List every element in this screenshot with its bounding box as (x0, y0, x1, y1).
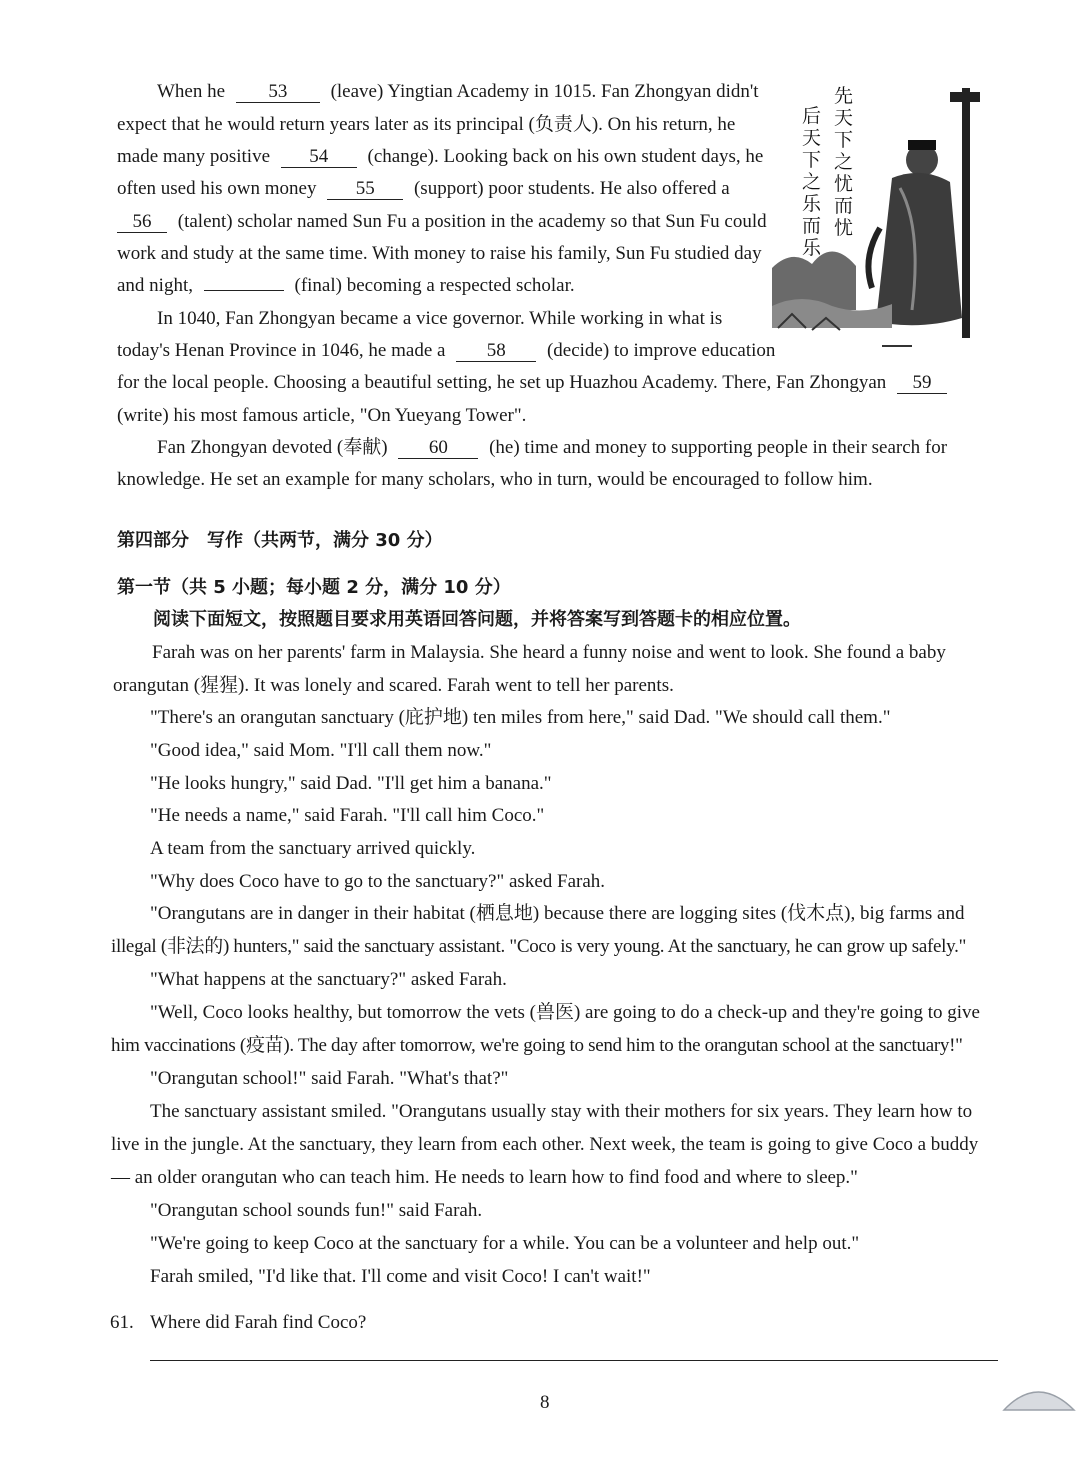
story-line: "He looks hungry," said Dad. "I'll get him a banana." (150, 773, 552, 794)
blank-60[interactable]: 60 (398, 438, 478, 459)
story-line: orangutan (猩猩). It was lonely and scared. Farah went to tell her parents. (113, 675, 674, 696)
text-segment: (leave) Yingtian Academy in 1015. Fan Zhongyan didn't (330, 81, 759, 102)
story-line: Farah smiled, "I'd like that. I'll come and visit Coco! I can't wait!" (150, 1266, 651, 1287)
story-line: "There's an orangutan sanctuary (庇护地) ten miles from here," said Dad. "We should call them." (150, 707, 891, 728)
story-line: "Orangutan school sounds fun!" said Farah. (150, 1200, 483, 1221)
page-curl-icon (1000, 1380, 1076, 1420)
question-text: Where did Farah find Coco? (150, 1312, 367, 1333)
blank-58[interactable]: 58 (456, 341, 536, 362)
story-line: "He needs a name," said Farah. "I'll call him Coco." (150, 805, 545, 826)
passage-line: knowledge. He set an example for many scholars, who in turn, would be encouraged to follow him. (117, 469, 873, 490)
passage-line (157, 436, 947, 460)
story-line: him vaccinations (疫苗). The day after tomorrow, we're going to send him to the orangutan school at the sanctuary!" (111, 1035, 963, 1056)
passage-line: In 1040, Fan Zhongyan became a vice governor. While working in what is (157, 308, 723, 329)
text-segment: (decide) to improve education (546, 340, 776, 361)
story-line: illegal (非法的) hunters," said the sanctuary assistant. "Coco is very young. At the sanctuary, he can grow up safely." (111, 936, 967, 957)
instruction: 阅读下面短文，按照题目要求用英语回答问题，并将答案写到答题卡的相应位置。 (153, 609, 801, 630)
blank-54[interactable]: 54 (281, 147, 357, 168)
fan-zhongyan-illustration (772, 78, 990, 360)
story-line: live in the jungle. At the sanctuary, they learn from each other. Next week, the team is going to give Coco a buddy (111, 1134, 979, 1155)
story-line: "Orangutan school!" said Farah. "What's that?" (150, 1068, 509, 1089)
question-number: 61. (110, 1312, 134, 1333)
passage-line (117, 371, 947, 395)
passage-line (157, 80, 759, 104)
story-line: "We're going to keep Coco at the sanctuary for a while. You can be a volunteer and help out." (150, 1233, 860, 1254)
story-line: "Why does Coco have to go to the sanctuary?" asked Farah. (150, 871, 606, 892)
blank-59[interactable]: 59 (897, 373, 947, 394)
text-segment: (change). Looking back on his own student days, he (367, 146, 764, 167)
passage-line: expect that he would return years later as its principal (负责人). On his return, he (117, 114, 736, 135)
text-segment: (he) time and money to supporting people in their search for (489, 437, 948, 458)
story-line: "Orangutans are in danger in their habitat (栖息地) because there are logging sites (伐木点), big farms and (150, 903, 965, 924)
text-segment: and night, (117, 275, 193, 296)
sub-title: 第一节（共 5 小题；每小题 2 分，满分 10 分） (117, 577, 511, 598)
passage-line: work and study at the same time. With money to raise his family, Sun Fu studied day (117, 243, 762, 264)
text-segment: When he (157, 81, 226, 102)
story-line: "What happens at the sanctuary?" asked Farah. (150, 969, 507, 990)
calligraphy-col2: 后天下之乐而乐 (802, 105, 822, 259)
passage-line (117, 274, 575, 298)
story-line: "Good idea," said Mom. "I'll call them now." (150, 740, 492, 761)
passage-line (117, 210, 767, 234)
page-number: 8 (540, 1392, 550, 1413)
text-segment: today's Henan Province in 1046, he made a (117, 340, 446, 361)
story-line: The sanctuary assistant smiled. "Orangutans usually stay with their mothers for six years. They learn how to (150, 1101, 973, 1122)
blank-56[interactable]: 56 (117, 212, 167, 233)
text-segment: Fan Zhongyan devoted (奉献) (157, 437, 388, 458)
blank-55[interactable]: 55 (327, 179, 403, 200)
text-segment: often used his own money (117, 178, 317, 199)
part-title: 第四部分 写作（共两节，满分 30 分） (117, 530, 443, 551)
story-line: — an older orangutan who can teach him. He needs to learn how to find food and where to sleep." (111, 1167, 858, 1188)
story-line: A team from the sanctuary arrived quickly. (150, 838, 476, 859)
text-segment: (final) becoming a respected scholar. (294, 275, 575, 296)
text-segment: (talent) scholar named Sun Fu a position in the academy so that Sun Fu could (177, 211, 767, 232)
passage-line (117, 339, 775, 363)
blank-57[interactable] (204, 290, 284, 291)
passage-line (117, 177, 730, 201)
blank-53[interactable]: 53 (236, 82, 320, 103)
text-segment: (support) poor students. He also offered a (413, 178, 730, 199)
answer-line[interactable] (150, 1360, 998, 1361)
passage-line: (write) his most famous article, "On Yueyang Tower". (117, 405, 527, 426)
calligraphy-col1: 先天下之忧而忧 (834, 85, 854, 239)
story-line: Farah was on her parents' farm in Malaysia. She heard a funny noise and went to look. She found a baby (152, 642, 946, 663)
story-line: "Well, Coco looks healthy, but tomorrow the vets (兽医) are going to do a check-up and they're going to give (150, 1002, 980, 1023)
passage-line (117, 145, 763, 169)
text-segment: for the local people. Choosing a beautiful setting, he set up Huazhou Academy. There, Fan Zhongyan (117, 372, 887, 393)
text-segment: made many positive (117, 146, 271, 167)
scholar-illustration-icon (772, 78, 990, 360)
